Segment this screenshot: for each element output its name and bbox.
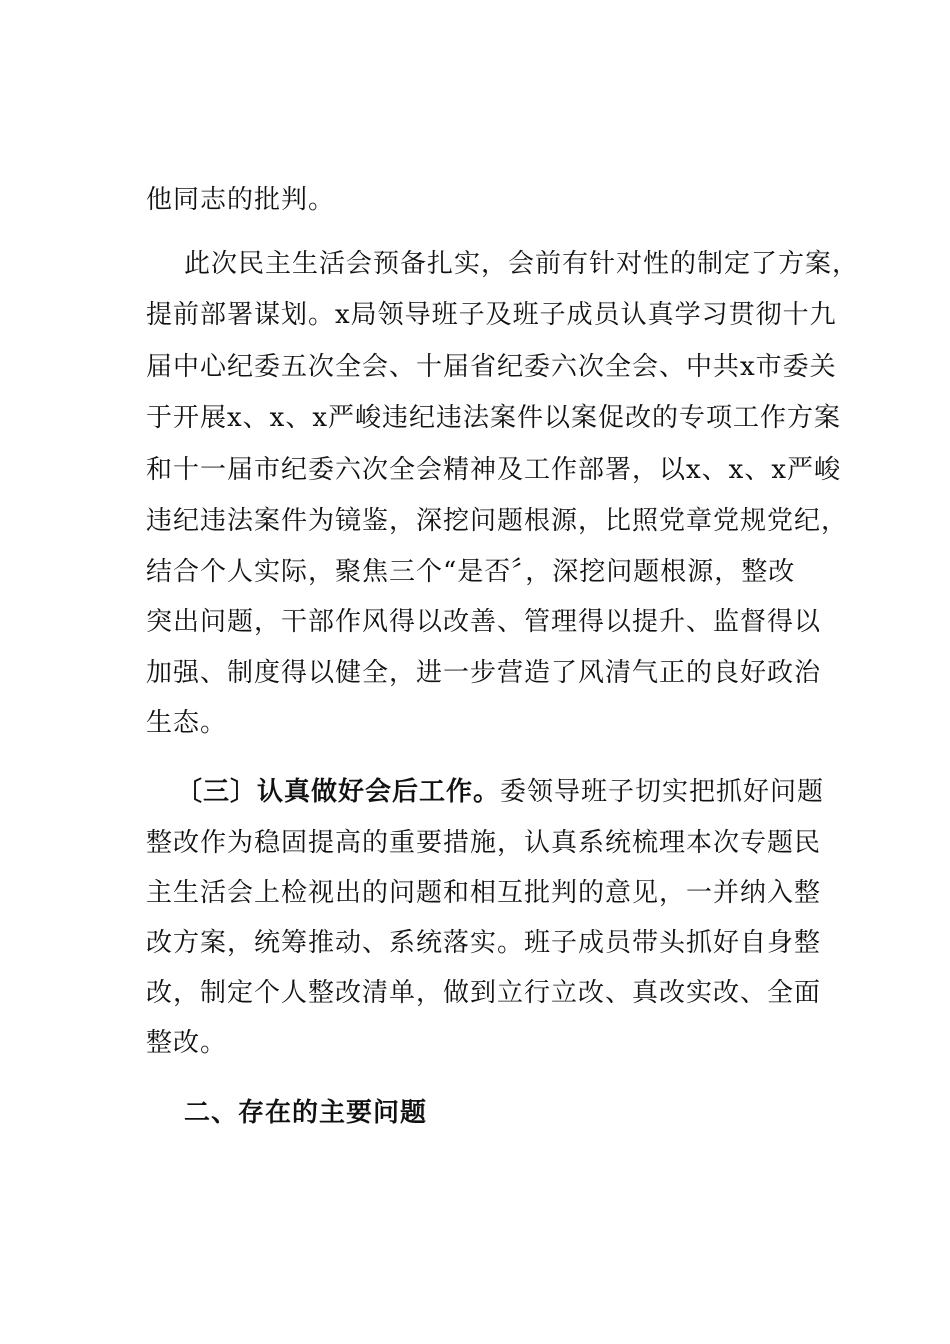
paragraph-line: 改方案，统筹推动、系统落实。班子成员带头抓好自身整 <box>146 928 822 958</box>
paragraph-line: 改，制定个人整改清单，做到立行立改、真改实改、全面 <box>146 978 822 1008</box>
paragraph-line: 结合个人实际，聚焦三个“是否〞，深挖问题根源，整改 <box>146 557 796 587</box>
paragraph-line: 于开展x、x、x严峻违纪违法案件以案促改的专项工作方案 <box>146 403 841 433</box>
part-two-heading: 二、存在的主要问题 <box>184 1098 428 1128</box>
paragraph-line: 提前部署谋划。x局领导班子及班子成员认真学习贯彻十九 <box>146 300 837 330</box>
paragraph-line: 突出问题，干部作风得以改善、管理得以提升、监督得以 <box>146 607 822 637</box>
paragraph-line: 主生活会上检视出的问题和相互批判的意见，一并纳入整 <box>146 878 822 908</box>
paragraph-line: 违纪违法案件为镜鉴，深挖问题根源，比照党章党规党纪， <box>146 506 849 536</box>
section-three-heading: 〔三〕认真做好会后工作。 <box>176 777 501 807</box>
paragraph-line: 生态。 <box>146 708 228 738</box>
paragraph-line: 整改作为稳固提高的重要措施，认真系统梳理本次专题民 <box>146 828 822 858</box>
paragraph-line: 届中心纪委五次全会、十届省纪委六次全会、中共x市委关 <box>146 352 837 382</box>
section-three-text: 委领导班子切实把抓好问题 <box>500 777 825 807</box>
paragraph-line: 和十一届市纪委六次全会精神及工作部署，以x、x、x严峻 <box>146 455 841 485</box>
paragraph-line: 整改。 <box>146 1028 228 1058</box>
paragraph-line: 加强、制度得以健全，进一步营造了风清气正的良好政治 <box>146 658 822 688</box>
fragment-line: 他同志的批判。 <box>146 185 336 215</box>
paragraph-line: 此次民主生活会预备扎实，会前有针对性的制定了方案， <box>184 249 860 279</box>
section-three-first-line <box>176 775 846 809</box>
